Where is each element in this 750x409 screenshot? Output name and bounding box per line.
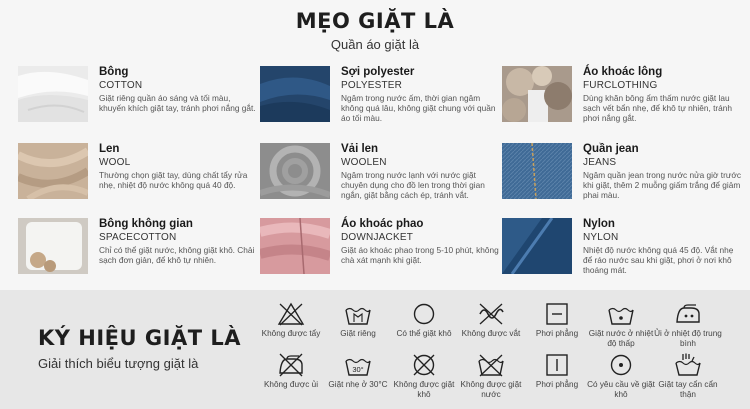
fabric-desc: Chỉ có thể giặt nước, không giặt khô. Chải sạch đơn giản, để khô tự nhiên. <box>99 245 255 266</box>
wash-temp-text: 30° <box>352 365 364 374</box>
fabric-card-wool <box>18 143 250 199</box>
symbol-no-bleach <box>256 302 326 339</box>
wash-30-icon <box>344 353 372 377</box>
denim-jeans-icon <box>502 143 572 199</box>
fabric-name: Bông <box>99 66 129 78</box>
symbols-title: KÝ HIỆU GIẶT LÀ <box>38 326 241 350</box>
fabric-card-fur <box>502 66 734 122</box>
symbol-label: Có thể giặt khô <box>396 329 452 338</box>
symbol-wash-separately <box>323 302 393 339</box>
symbol-label: Ủi ở nhiệt độ trung bình <box>654 329 722 348</box>
no-iron-icon <box>277 353 305 377</box>
symbol-label: Giặt tay cẩn cẩn thận <box>658 380 718 399</box>
fabric-name: Vải len <box>341 143 379 155</box>
symbol-label: Không được giặt khô <box>393 380 455 399</box>
symbol-label: Giặt nước ở nhiệt độ thấp <box>588 329 654 348</box>
fabric-name: Len <box>99 143 120 155</box>
fur-coat-icon <box>502 66 572 122</box>
fabric-name: Áo khoác lông <box>583 66 663 78</box>
space-cotton-icon <box>18 218 88 274</box>
symbol-wash-low-temp <box>586 302 656 348</box>
symbol-no-wash <box>456 353 526 399</box>
symbol-hand-wash <box>653 353 723 399</box>
no-dry-clean-icon <box>410 353 438 377</box>
fabric-card-nylon <box>502 218 734 274</box>
symbol-line-dry <box>522 353 592 390</box>
nylon-fabric-icon <box>502 218 572 274</box>
fabric-desc: Nhiệt độ nước không quá 45 độ. Vắt nhẹ để ráo nước sau khi giặt, phơi ở nơi khô thoáng mát. <box>583 245 734 276</box>
symbol-no-iron <box>256 353 326 390</box>
symbol-label: Phơi phẳng <box>535 329 579 338</box>
fabric-code: POLYESTER <box>341 80 403 91</box>
down-jacket-icon <box>260 218 330 274</box>
fabric-desc: Giặt áo khoác phao trong 5-10 phút, không chà xát mạnh khi giặt. <box>341 245 499 266</box>
laundry-symbols-section <box>0 290 750 409</box>
symbol-label: Giặt nhẹ ở 30°C <box>328 380 388 389</box>
fabric-code: FURCLOTHING <box>583 80 658 91</box>
symbol-no-dry-clean <box>389 353 459 399</box>
fabric-card-woolen <box>260 143 492 199</box>
fabric-desc: Ngâm quần jean trong nước nửa giờ trước khi giặt, thêm 2 muỗng giấm trắng để giảm phai màu. <box>583 170 741 201</box>
cotton-fabric-icon <box>18 66 88 122</box>
no-wring-icon <box>477 302 505 326</box>
wash-low-temp-icon <box>607 302 635 326</box>
symbol-label: Không được giặt nước <box>460 380 522 399</box>
symbol-label: Không được ủi <box>263 380 319 389</box>
hand-wash-icon <box>674 353 702 377</box>
fabric-card-downjacket <box>260 218 499 274</box>
fabric-desc: Dùng khăn bông ẩm thấm nước giặt lau sạch vết bẩn nhẹ, để khô tự nhiên, tránh phơi nắng gắt. <box>583 93 733 124</box>
page-title: MẸO GIẶT LÀ <box>295 9 455 33</box>
fabric-desc: Giặt riêng quần áo sáng và tối màu, khuyến khích giặt tay, tránh phơi nắng gắt. <box>99 93 256 114</box>
fabric-card-cotton <box>18 66 256 122</box>
fabric-desc: Thường chọn giặt tay, dùng chất tẩy rửa nhẹ, nhiệt độ nước không quá 40 độ. <box>99 170 248 191</box>
fabric-code: COTTON <box>99 80 143 91</box>
fabric-code: WOOLEN <box>341 157 387 168</box>
fabric-name: Nylon <box>583 218 615 230</box>
fabric-name: Sợi polyester <box>341 66 415 78</box>
line-dry-icon <box>543 353 571 377</box>
iron-medium-icon <box>674 302 702 326</box>
dry-clean-required-icon <box>607 353 635 377</box>
symbol-label: Phơi phẳng <box>535 380 579 389</box>
fabric-name: Áo khoác phao <box>341 218 424 230</box>
dry-clean-icon <box>410 302 438 326</box>
page-subtitle: Quần áo giặt là <box>330 37 420 52</box>
fabric-code: JEANS <box>583 157 617 168</box>
fabric-code: WOOL <box>99 157 131 168</box>
symbol-no-wring <box>456 302 526 339</box>
wool-fabric-icon <box>18 143 88 199</box>
woolen-knit-icon <box>260 143 330 199</box>
fabric-desc: Ngâm trong nước lạnh với nước giặt chuyên dụng cho đồ len trong thời gian ngắn, giặt bằng cách ép, tránh vắt. <box>341 170 485 201</box>
fabric-card-spacecotton <box>18 218 255 274</box>
symbol-dry-flat <box>522 302 592 339</box>
fabric-code: SPACECOTTON <box>99 232 177 243</box>
no-wash-icon <box>477 353 505 377</box>
symbol-wash-30 <box>323 353 393 390</box>
symbols-subtitle: Giải thích biểu tượng giặt là <box>38 356 199 371</box>
dry-flat-icon <box>543 302 571 326</box>
fabric-card-polyester <box>260 66 496 124</box>
symbol-iron-medium <box>653 302 723 348</box>
symbol-label: Không được tẩy <box>261 329 321 338</box>
fabric-desc: Ngâm trong nước ấm, thời gian ngâm không quá lâu, không giặt chung với quần áo tối màu. <box>341 93 496 124</box>
fabric-name: Bông không gian <box>99 218 193 230</box>
symbol-dry-clean-required <box>586 353 656 399</box>
symbol-label: Có yêu cầu về giặt khô <box>587 380 655 399</box>
fabric-card-jeans <box>502 143 741 201</box>
no-bleach-icon <box>277 302 305 326</box>
fabric-code: DOWNJACKET <box>341 232 413 243</box>
symbol-label: Giặt riêng <box>340 329 376 338</box>
polyester-fabric-icon <box>260 66 330 122</box>
symbol-label: Không được vắt <box>461 329 521 338</box>
fabric-name: Quần jean <box>583 143 639 155</box>
fabric-code: NYLON <box>583 232 619 243</box>
wash-separately-icon <box>344 302 372 326</box>
symbol-dry-clean <box>389 302 459 339</box>
